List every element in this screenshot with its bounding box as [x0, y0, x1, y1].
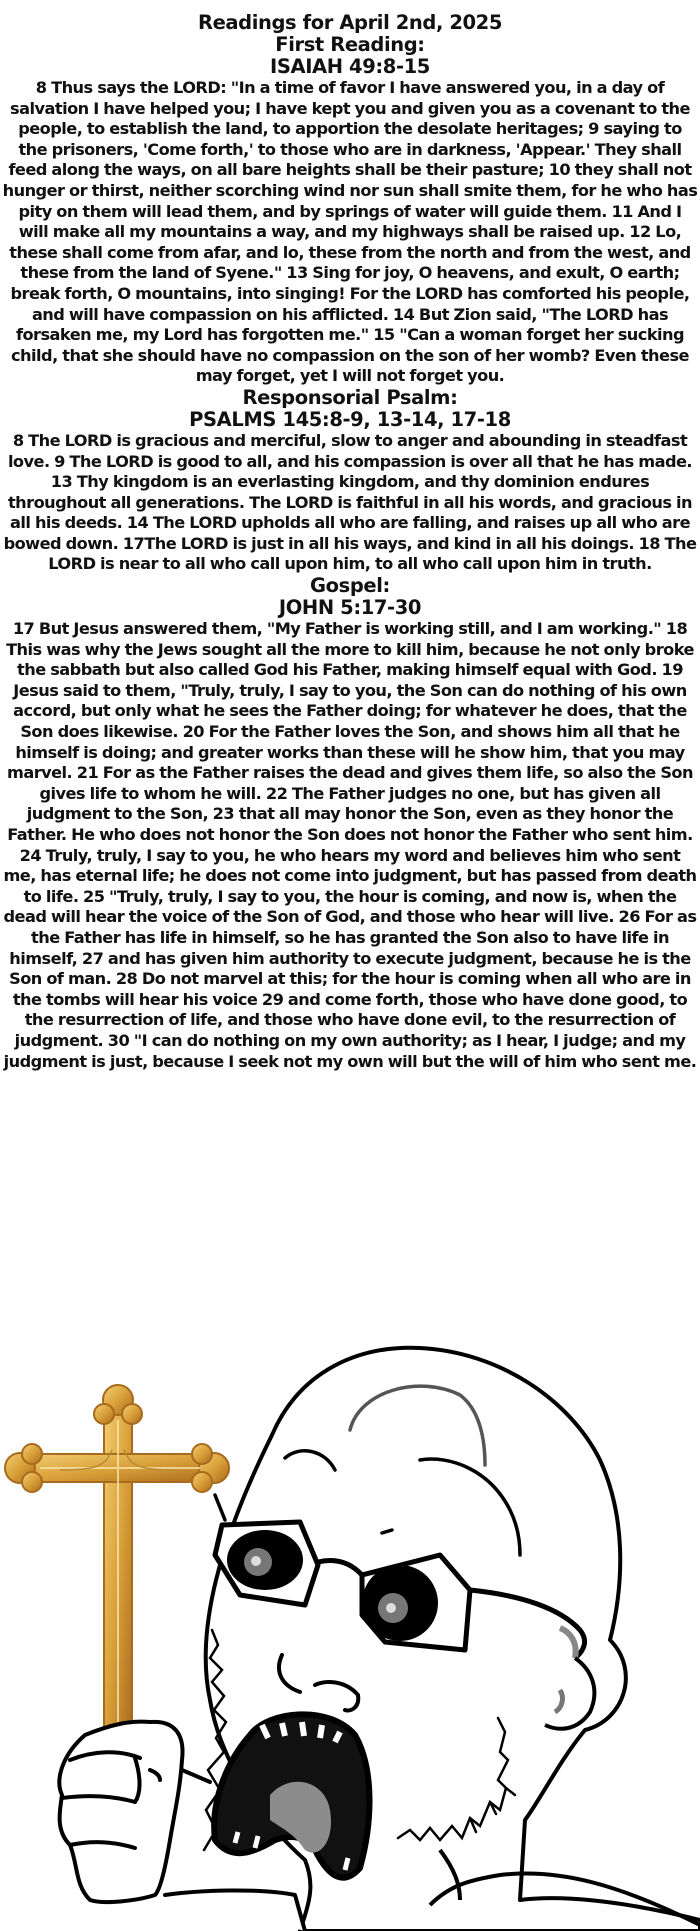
responsorial-psalm-section [0, 387, 700, 575]
scripture-passage: 8 The LORD is gracious and merciful, slow to anger and abounding in steadfast love. 9 The LORD is good to all, and his compassion is over all that he has made. 13 Thy kingdom is an everlasting kingdom, and thy dominion endures throughout all generations. The LORD is faithful in all his words, and gracious in all his deeds. 14 The LORD upholds all who are falling, and raises up all who are bowed down. 17The LORD is just in all his ways, and kind in all his doings. 18 The LORD is near to all who call upon him, to all who call upon him in truth. [3, 430, 697, 574]
first-reading-section [0, 34, 700, 387]
scripture-passage: 8 Thus says the LORD: "In a time of favor I have answered you, in a day of salvation I have helped you; I have kept you and given you as a covenant to the people, to establish the land, to apportion the desolate heritages; 9 saying to the prisoners, 'Come forth,' to those who are in darkness, 'Appear.' They shall feed along the ways, on all bare heights shall be their pasture; 10 they shall not hunger or thirst, neither scorching wind nor sun shall smite them, for he who has pity on them will lead them, and by springs of water will guide them. 11 And I will make all my mountains a way, and my highways shall be raised up. 12 Lo, these shall come from afar, and lo, these from the north and from the west, and these from the land of Syene." 13 Sing for joy, O heavens, and exult, O earth; break forth, O mountains, into singing! For the LORD has comforted his people, and will have compassion on his afflicted. 14 But Zion said, "The LORD has forsaken me, my Lord has forgotten me." 15 "Can a woman forget her sucking child, that she should have no compassion on the son of her womb? Even these may forget, yet I will not forget you. [2, 78, 698, 386]
page-title: Readings for April 2nd, 2025 [197, 11, 503, 34]
scripture-citation: JOHN 5:17-30 [278, 596, 422, 620]
section-label: Gospel: [310, 574, 390, 598]
section-label: Responsorial Psalm: [242, 385, 458, 409]
scripture-citation: ISAIAH 49:8-15 [270, 55, 430, 78]
section-label: First Reading: [275, 33, 425, 56]
wojak-illustration [0, 1340, 700, 1931]
scripture-passage: 17 But Jesus answered them, "My Father is working still, and I am working." 18 This was why the Jews sought all the more to kill him, because he not only broke the sabbath but also called God his Father, making himself equal with God. 19 Jesus said to them, "Truly, truly, I say to you, the Son can do nothing of his own accord, but only what he sees the Father doing; for whatever he does, that the Son does likewise. 20 For the Father loves the Son, and shows him all that he himself is doing; and greater works than these will he show him, that you may marvel. 21 For as the Father raises the dead and gives them life, so also the Son gives life to whom he will. 22 The Father judges no one, but has given all judgment to the Son, 23 that all may honor the Son, even as they honor the Father. He who does not honor the Son does not honor the Father who sent him. 24 Truly, truly, I say to you, he who hears my word and believes him who sent me, has eternal life; he does not come into judgment, but has passed from death to life. 25 "Truly, truly, I say to you, the hour is coming, and now is, when the dead will hear the voice of the Son of God, and those who hear will live. 26 For as the Father has life in himself, so he has granted the Son also to have life in himself, 27 and has given him authority to execute judgment, because he is the Son of man. 28 Do not marvel at this; for the hour is coming when all who are in the tombs will hear his voice 29 and come forth, those who have done good, to the resurrection of life, and those who have done evil, to the resurrection of judgment. 30 "I can do nothing on my own authority; as I hear, I judge; and my judgment is just, because I seek not my own will but the will of him who sent me. [3, 619, 697, 1071]
gospel-section [0, 575, 700, 1072]
cross-icon [5, 1385, 229, 1750]
scripture-citation: PSALMS 145:8-9, 13-14, 17-18 [189, 407, 511, 431]
